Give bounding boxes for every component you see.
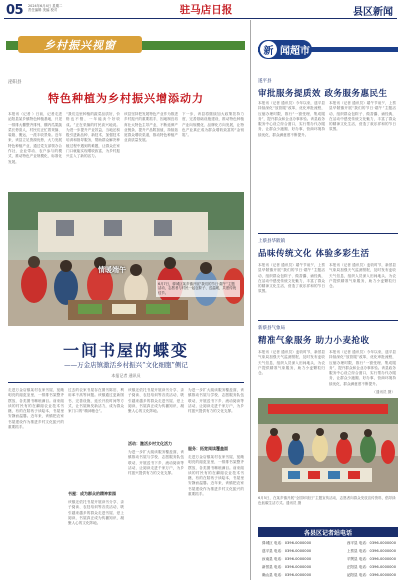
feature-text-c2: 为进一步扩大阅读服务覆盖面，该镇推动书屋与学校、志愿服务队伍联动，开展送书下乡、流动阅读等活动，让阅读走进千家万户，为乡村振兴提供有力的文化支撑。 <box>128 450 184 476</box>
sidebar-photo-caption: （通讯员 摄） <box>372 390 395 394</box>
story1-headline: 审批服务提质效 政务服务惠民生 <box>258 89 388 99</box>
environment-day-photo <box>258 398 398 492</box>
main-headline: 特色种植为乡村振兴增添动力 <box>48 92 204 105</box>
contact-cell: 泌阳县 电话：0396-0000000 <box>346 573 396 577</box>
story2-text-b: 本报讯（记者 通讯员）麦收时节，新蔡县气象局加强天气监测预报，及时发布麦收天气信息，组织人员深入田间地头，为农户提供精准气象服务，助力小麦颗粒归仓。 <box>329 263 396 289</box>
sidebar-bottom-caption: 6月5日，在某乡镇开展“全国环境日”主题宣传活动，志愿者向群众发放宣传资料，倡导绿色低碳生活方式。通讯员 摄 <box>258 496 396 505</box>
sidebar-photo-illustration <box>258 398 398 492</box>
feature-byline: 本报记者 通讯员 <box>111 373 141 378</box>
story1-text-b: 本报讯（记者 通讯员）端午节前夕，上蔡县华陂镇开展“我们的节日·端午”主题活动，组织群众包粽子、做香囊、诵经典，在活动中感受传统文化魅力，丰富了群众的精神文化生活，营造了欢乐祥和的节日氛围。 <box>329 101 396 132</box>
story3-text-a: 本报讯（记者 通讯员）麦收时节，新蔡县气象局加强天气监测预报，及时发布麦收天气信息，组织人员深入田间地头，为农户提供精准气象服务，助力小麦颗粒归仓。 <box>258 350 325 376</box>
section-title: 县区新闻 <box>353 7 393 18</box>
contact-cell: 正阳县 电话：0396-0000000 <box>346 565 396 569</box>
page-number: 05 <box>6 3 24 18</box>
contact-cell: 新蔡县 电话：0396-0000000 <box>262 565 312 569</box>
column-divider <box>250 20 251 580</box>
feature-text-d: 为进一步扩大阅读服务覆盖面，该镇推动书屋与学校、志愿服务队伍联动，开展送书下乡、流动阅读等活动，让阅读走进千家万户，为乡村振兴提供有力的文化支撑。 <box>188 388 244 414</box>
feature-subhead-1: 书屋：成为群众的精神家园 <box>68 491 116 496</box>
main-col-4: 下一步，该县将继续加大政策扶持力度，完善基础设施建设，推动特色种植产业向规模化、品牌化方向发展，让特色产业真正成为群众增收致富的“金钥匙”。 <box>182 112 244 138</box>
contact-cell: 上蔡县 电话：0396-0000000 <box>346 549 396 553</box>
feature-col-4 <box>188 388 244 578</box>
feature-subhead-3: 服务：拓宽阅读覆盖面 <box>188 446 228 451</box>
contact-cell: 遂平县 电话：0396-0000000 <box>262 549 312 553</box>
contact-cell: 汝南县 电话：0396-0000000 <box>262 557 312 561</box>
contact-cell: 平舆县 电话：0396-0000000 <box>346 557 396 561</box>
story3-headline: 精准气象服务 助力小麦抢收 <box>258 336 370 346</box>
issue-date <box>28 4 62 12</box>
feature-text-b2: 该镇还依托书屋开展读书分享、亲子阅读、农技培训等各类活动，吸引越来越多的群众走进书屋、爱上阅读，书屋真正成为传播知识、凝聚人心的文化阵地。 <box>68 500 124 526</box>
main-col-3: 该县坚持把发展特色产业作为推进乡村振兴的重要抓手，因地制宜培育壮大特色主导产业，不断延伸产业链条，提升产品附加值，持续拓宽群众增收渠道，推动特色种植产业高质量发展。 <box>124 112 178 143</box>
editor-line: 责任编辑 美编 校对 <box>28 8 58 13</box>
contact-row <box>262 541 396 546</box>
feature-text-c: 该镇还依托书屋开展读书分享、亲子阅读、农技培训等各类活动，吸引越来越多的群众走进书屋、爱上阅读，书屋真正成为传播知识、凝聚人心的文化阵地。 <box>128 388 184 414</box>
story2-text-a: 本报讯（记者 通讯员）端午节前夕，上蔡县华陂镇开展“我们的节日·端午”主题活动，组织群众包粽子、做香囊、诵经典，在活动中感受传统文化魅力，丰富了群众的精神文化生活，营造了欢乐祥和的节日氛围。 <box>258 263 325 294</box>
story-rule-1 <box>258 233 398 234</box>
story3-source: 新蔡县气象局 <box>258 326 285 331</box>
story1-source: 遂平县 <box>258 79 272 84</box>
feature-col-2 <box>68 388 124 578</box>
story1-text-a: 本报讯（记者 通讯员）今年以来，遂平县持续深化“放管服”改革，优化审批流程，压缩办理时限，推行“一窗受理、集成服务”，提升群众和企业办事体验。该县政务服务中心设立综合窗口，实行帮办代办服务，让群众少跑腿、好办事，营商环境持续优化，群众满意度不断提升。 <box>258 101 325 137</box>
feature-col-1: 走进万金店镇某村农家书屋，宽敞明亮的阅览室里，一排排书架整齐摆放，各类图书琳琅满目。前来阅读的村民有的在翻阅农业技术书籍，有的在陪孩子读绘本，书屋里安静而温馨。近年来，该镇把农家书屋建设作为推进乡村文化振兴的重要抓手。 <box>8 388 64 430</box>
contact-row <box>262 565 396 570</box>
contacts-table <box>262 541 396 578</box>
feature-col-3 <box>128 388 184 578</box>
feature-text-d2: 走进万金店镇某村农家书屋，宽敞明亮的阅览室里，一排排书架整齐摆放，各类图书琳琅满目。前来阅读的村民有的在翻阅农业技术书籍，有的在陪孩子读绘本，书屋里安静而温馨。近年来，该镇把农家书屋建设作为推进乡村文化振兴的重要抓手。 <box>188 455 244 497</box>
main-source: 泌阳县 <box>8 80 22 85</box>
contact-cell: 确山县 电话：0396-0000000 <box>262 573 312 577</box>
contact-cell: 西平县 电话：0396-0000000 <box>346 541 396 545</box>
banner-title: 乡村振兴视窗 <box>18 36 142 53</box>
contacts-title: 各县区记者站电话 <box>258 527 398 537</box>
story3-text-b: 本报讯（记者 通讯员）今年以来，遂平县持续深化“放管服”改革，优化审批流程，压缩办理时限，推行“一窗受理、集成服务”，提升群众和企业办事体验。该县政务服务中心设立综合窗口，实行帮办代办服务，让群众少跑腿、好办事，营商环境持续优化，群众满意度不断提升。 <box>329 350 396 386</box>
story-rule-2 <box>258 320 398 321</box>
contact-row <box>262 573 396 578</box>
photo-overlay-title: 情暖端午 <box>98 265 126 274</box>
main-col-2: “我们这里种植的蔬菜品质好，价格也不错，一年能卖个好收成。”正在采摘的村民高兴地说。为进一步提升产业效益，当地还积极引进新品种、新技术，加强技术培训和指导服务，帮助群众解决种植过程中遇到的难题，让群众在家门口就能实现增收致富，为乡村振兴注入了新的活力。 <box>66 112 120 159</box>
date-line: 2024年6月4日 星期二 <box>28 4 63 8</box>
story2-source: 上蔡县华陂镇 <box>258 239 285 244</box>
feature-rule <box>8 382 244 383</box>
photo-illustration <box>8 192 244 326</box>
feature-headline: 一间书屋的蝶变 <box>62 341 189 360</box>
news-supermarket-logo <box>258 40 312 59</box>
photo-caption: 6月7日，驿城区某乡镇开展“我们的节日·端午”主题活动，志愿者与村民一起包粽子、送温暖，共度传统佳节。 <box>158 282 236 295</box>
rural-revitalization-banner <box>6 36 245 54</box>
brand-circle-icon: 新 <box>260 41 277 58</box>
main-col-1: 本报讯（记者 ）日前，记者走进泌阳县某乡镇特色种植基地，只见一排排大棚整齐排列，棚内瓜果蔬菜长势喜人，村民们正忙着采摘、装箱、搬运，一派丰收景象。近年来，该县立足资源优势，大力发展特色种植产业，通过党支部领办合作社、企业带动、农户参与的模式，推动特色产业规模化、标准化发展。 <box>8 112 62 164</box>
feature-subhead-2: 活动：激活乡村文化活力 <box>128 441 172 446</box>
contact-cell: 驿城区 电话：0396-0000000 <box>262 541 312 545</box>
brand-text: 闻超市 <box>280 46 310 57</box>
dragon-boat-photo <box>8 192 244 326</box>
feature-text-b: 过去的农家书屋存在图书陈旧、利用率不高等问题。该镇通过更新图书、完善设施、延长开放时间等方式，让书屋焕发新活力，成为群众家门口的“精神粮仓”。 <box>68 388 124 414</box>
masthead-logo: 驻马店日报 <box>179 3 233 16</box>
contact-row <box>262 557 396 562</box>
header-rule <box>4 18 397 19</box>
story2-headline: 品味传统文化 体验多彩生活 <box>258 249 370 259</box>
photo-caption-box <box>156 280 240 297</box>
feature-subheadline: ——万金店镇激活乡村振兴“文化细胞”侧记 <box>64 361 188 369</box>
contact-row <box>262 549 396 554</box>
